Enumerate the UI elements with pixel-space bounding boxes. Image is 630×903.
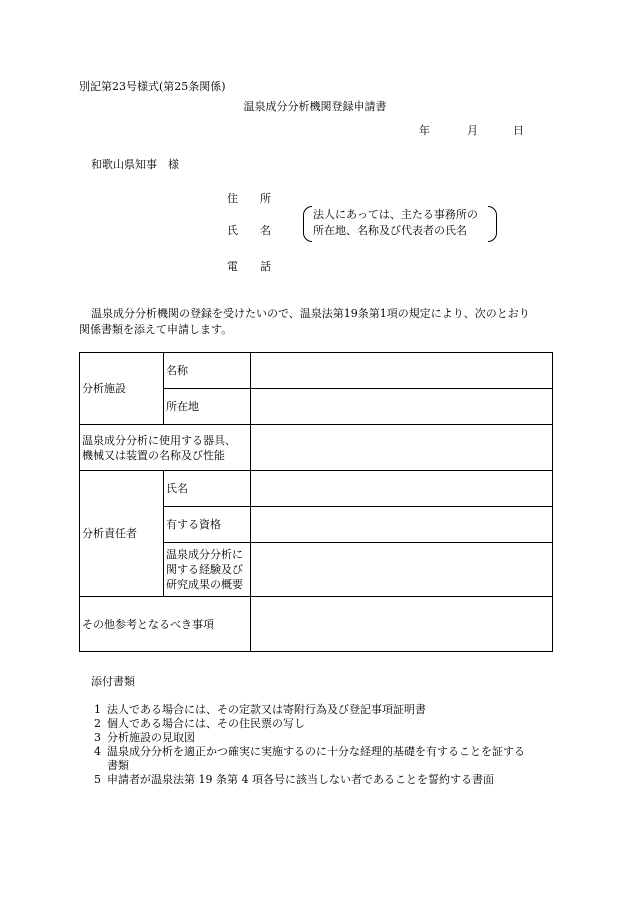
facility-label: 分析施設 — [80, 353, 164, 425]
note-left-bracket — [303, 206, 312, 242]
attachment-text: 申請者が温泉法第 19 条第 4 項各号に該当しない者であることを誓約する書面 — [107, 773, 494, 786]
date-day: 日 — [513, 124, 524, 137]
note-right-bracket — [488, 206, 497, 242]
facility-name-label: 名称 — [164, 353, 251, 389]
address-label: 住 所 — [227, 192, 271, 205]
attachment-text: 温泉成分分析を適正かつ確実に実施するのに十分な経理的基礎を有することを証する書類 — [107, 745, 525, 772]
addressee: 和歌山県知事 様 — [91, 158, 179, 171]
attachment-item — [88, 731, 528, 745]
date-month: 月 — [467, 124, 478, 137]
qualification-label: 有する資格 — [164, 507, 251, 543]
body-text-line1: 温泉成分分析機関の登録を受けたいので、温泉法第19条第1項の規定により、次のとおり — [91, 307, 530, 320]
responsible-name-label: 氏名 — [164, 471, 251, 507]
attachment-text: 個人である場合には、その住民票の写し — [107, 717, 305, 730]
form-title: 温泉成分分析機関登録申請書 — [243, 100, 387, 113]
attachment-item — [88, 745, 528, 773]
facility-name-value[interactable] — [251, 353, 553, 389]
attachment-text: 分析施設の見取図 — [107, 731, 195, 744]
experience-label-line3: 研究成果の概要 — [166, 578, 243, 591]
form-id: 別記第23号様式(第25条関係) — [79, 80, 226, 93]
experience-label-line1: 温泉成分分析に — [166, 548, 243, 561]
facility-location-label: 所在地 — [164, 389, 251, 425]
name-label: 氏 名 — [227, 224, 271, 237]
attachment-item — [88, 717, 528, 731]
body-text-line2: 関係書類を添えて申請します。 — [79, 323, 233, 336]
date-year: 年 — [419, 124, 430, 137]
attachment-number: 1 — [94, 703, 101, 716]
responsible-name-value[interactable] — [251, 471, 553, 507]
attachment-item — [88, 703, 528, 717]
equipment-label — [80, 425, 251, 471]
attachment-number: 2 — [94, 717, 101, 730]
qualification-value[interactable] — [251, 507, 553, 543]
attachments-list — [88, 703, 528, 787]
equipment-label-line1: 温泉成分分析に使用する器具、 — [82, 433, 236, 447]
other-label: その他参考となるべき事項 — [80, 597, 251, 652]
attachments-heading: 添付書類 — [91, 675, 135, 688]
experience-label-line2: 関する経験及び — [166, 563, 243, 576]
attachment-text: 法人である場合には、その定款又は寄附行為及び登記事項証明書 — [107, 703, 426, 716]
responsible-label: 分析責任者 — [80, 471, 164, 597]
attachment-item — [88, 773, 528, 787]
experience-value[interactable] — [251, 543, 553, 597]
equipment-value[interactable] — [251, 425, 553, 471]
application-table — [79, 352, 553, 652]
experience-label — [164, 543, 251, 597]
phone-label: 電 話 — [227, 260, 271, 273]
facility-location-value[interactable] — [251, 389, 553, 425]
applicant-note-line1: 法人にあっては、主たる事務所の — [313, 208, 478, 221]
applicant-note-line2: 所在地、名称及び代表者の氏名 — [313, 224, 467, 237]
other-value[interactable] — [251, 597, 553, 652]
attachment-number: 4 — [94, 745, 101, 758]
equipment-label-line2: 機械又は装置の名称及び性能 — [82, 448, 225, 462]
attachment-number: 5 — [94, 773, 101, 786]
attachment-number: 3 — [94, 731, 101, 744]
